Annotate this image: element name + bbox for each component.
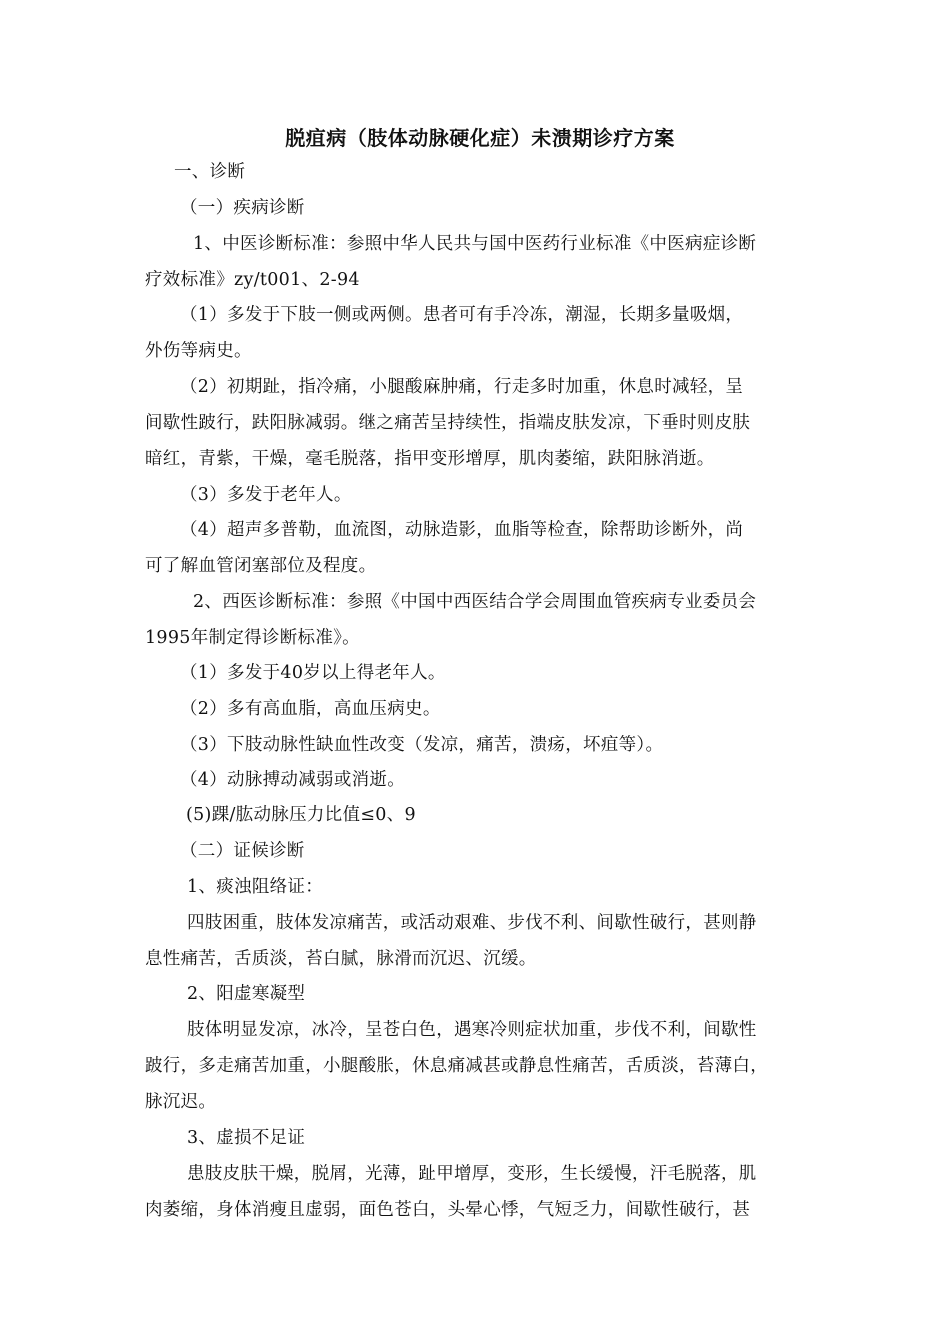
paragraph-line: 息性痛苦，舌质淡，苔白腻，脉滑而沉迟、沉缓。 bbox=[145, 949, 537, 969]
heading-diagnosis: 一、诊断 bbox=[174, 162, 246, 182]
paragraph-line: 跛行，多走痛苦加重，小腿酸胀，休息痛减甚或静息性痛苦，舌质淡，苔薄白， bbox=[145, 1056, 768, 1076]
paragraph-line: 暗红，青紫，干燥，毫毛脱落，指甲变形增厚，肌肉萎缩，趺阳脉消逝。 bbox=[145, 449, 715, 469]
paragraph-line: 四肢困重，肢体发凉痛苦，或活动艰难、步伐不利、间歇性破行，甚则静 bbox=[187, 913, 757, 933]
subheading-syndrome-diagnosis: （二）证候诊断 bbox=[180, 841, 305, 861]
paragraph-line: 3、虚损不足证 bbox=[187, 1128, 306, 1148]
paragraph-line: （2）多有高血脂，高血压病史。 bbox=[180, 699, 441, 719]
paragraph-line: 外伤等病史。 bbox=[145, 341, 252, 361]
document-title: 脱疽病（肢体动脉硬化症）未溃期诊疗方案 bbox=[285, 126, 675, 150]
paragraph-line: 肉萎缩，身体消瘦且虚弱，面色苍白，头晕心悸，气短乏力，间歇性破行，甚 bbox=[145, 1200, 751, 1220]
paragraph-line: 间歇性跛行，趺阳脉减弱。继之痛苦呈持续性，指端皮肤发凉，下垂时则皮肤 bbox=[145, 413, 751, 433]
paragraph-line: 肢体明显发凉，冰冷，呈苍白色，遇寒冷则症状加重，步伐不利，间歇性 bbox=[187, 1020, 757, 1040]
paragraph-line: 1、中医诊断标准：参照中华人民共与国中医药行业标准《中医病症诊断 bbox=[193, 234, 757, 254]
paragraph-line: (5)踝/肱动脉压力比值≤0、9 bbox=[186, 805, 416, 825]
paragraph-line: 可了解血管闭塞部位及程度。 bbox=[145, 556, 377, 576]
paragraph-line: 患肢皮肤干燥，脱屑，光薄，趾甲增厚，变形，生长缓慢，汗毛脱落，肌 bbox=[187, 1164, 757, 1184]
paragraph-line: 2、阳虚寒凝型 bbox=[187, 984, 306, 1004]
paragraph-line: （3）多发于老年人。 bbox=[180, 485, 352, 505]
paragraph-line: 1995年制定得诊断标准》。 bbox=[145, 628, 360, 648]
subheading-disease-diagnosis: （一）疾病诊断 bbox=[180, 198, 305, 218]
paragraph-line: （1）多发于40岁以上得老年人。 bbox=[180, 663, 446, 683]
paragraph-line: （1）多发于下肢一侧或两侧。患者可有手冷冻，潮湿，长期多量吸烟， bbox=[180, 305, 744, 325]
paragraph-line: 1、痰浊阻络证： bbox=[187, 877, 324, 897]
paragraph-line: （2）初期趾，指冷痛，小腿酸麻肿痛，行走多时加重，休息时减轻，呈 bbox=[180, 377, 744, 397]
paragraph-line: （3）下肢动脉性缺血性改变（发凉，痛苦，溃疡，坏疽等）。 bbox=[180, 735, 664, 755]
paragraph-line: 2、西医诊断标准：参照《中国中西医结合学会周围血管疾病专业委员会 bbox=[193, 592, 757, 612]
paragraph-line: （4）动脉搏动减弱或消逝。 bbox=[180, 770, 406, 790]
paragraph-line: 脉沉迟。 bbox=[145, 1092, 217, 1112]
paragraph-line: （4）超声多普勒，血流图，动脉造影，血脂等检查，除帮助诊断外，尚 bbox=[180, 520, 744, 540]
paragraph-line: 疗效标准》zy/t001、2-94 bbox=[145, 270, 360, 290]
